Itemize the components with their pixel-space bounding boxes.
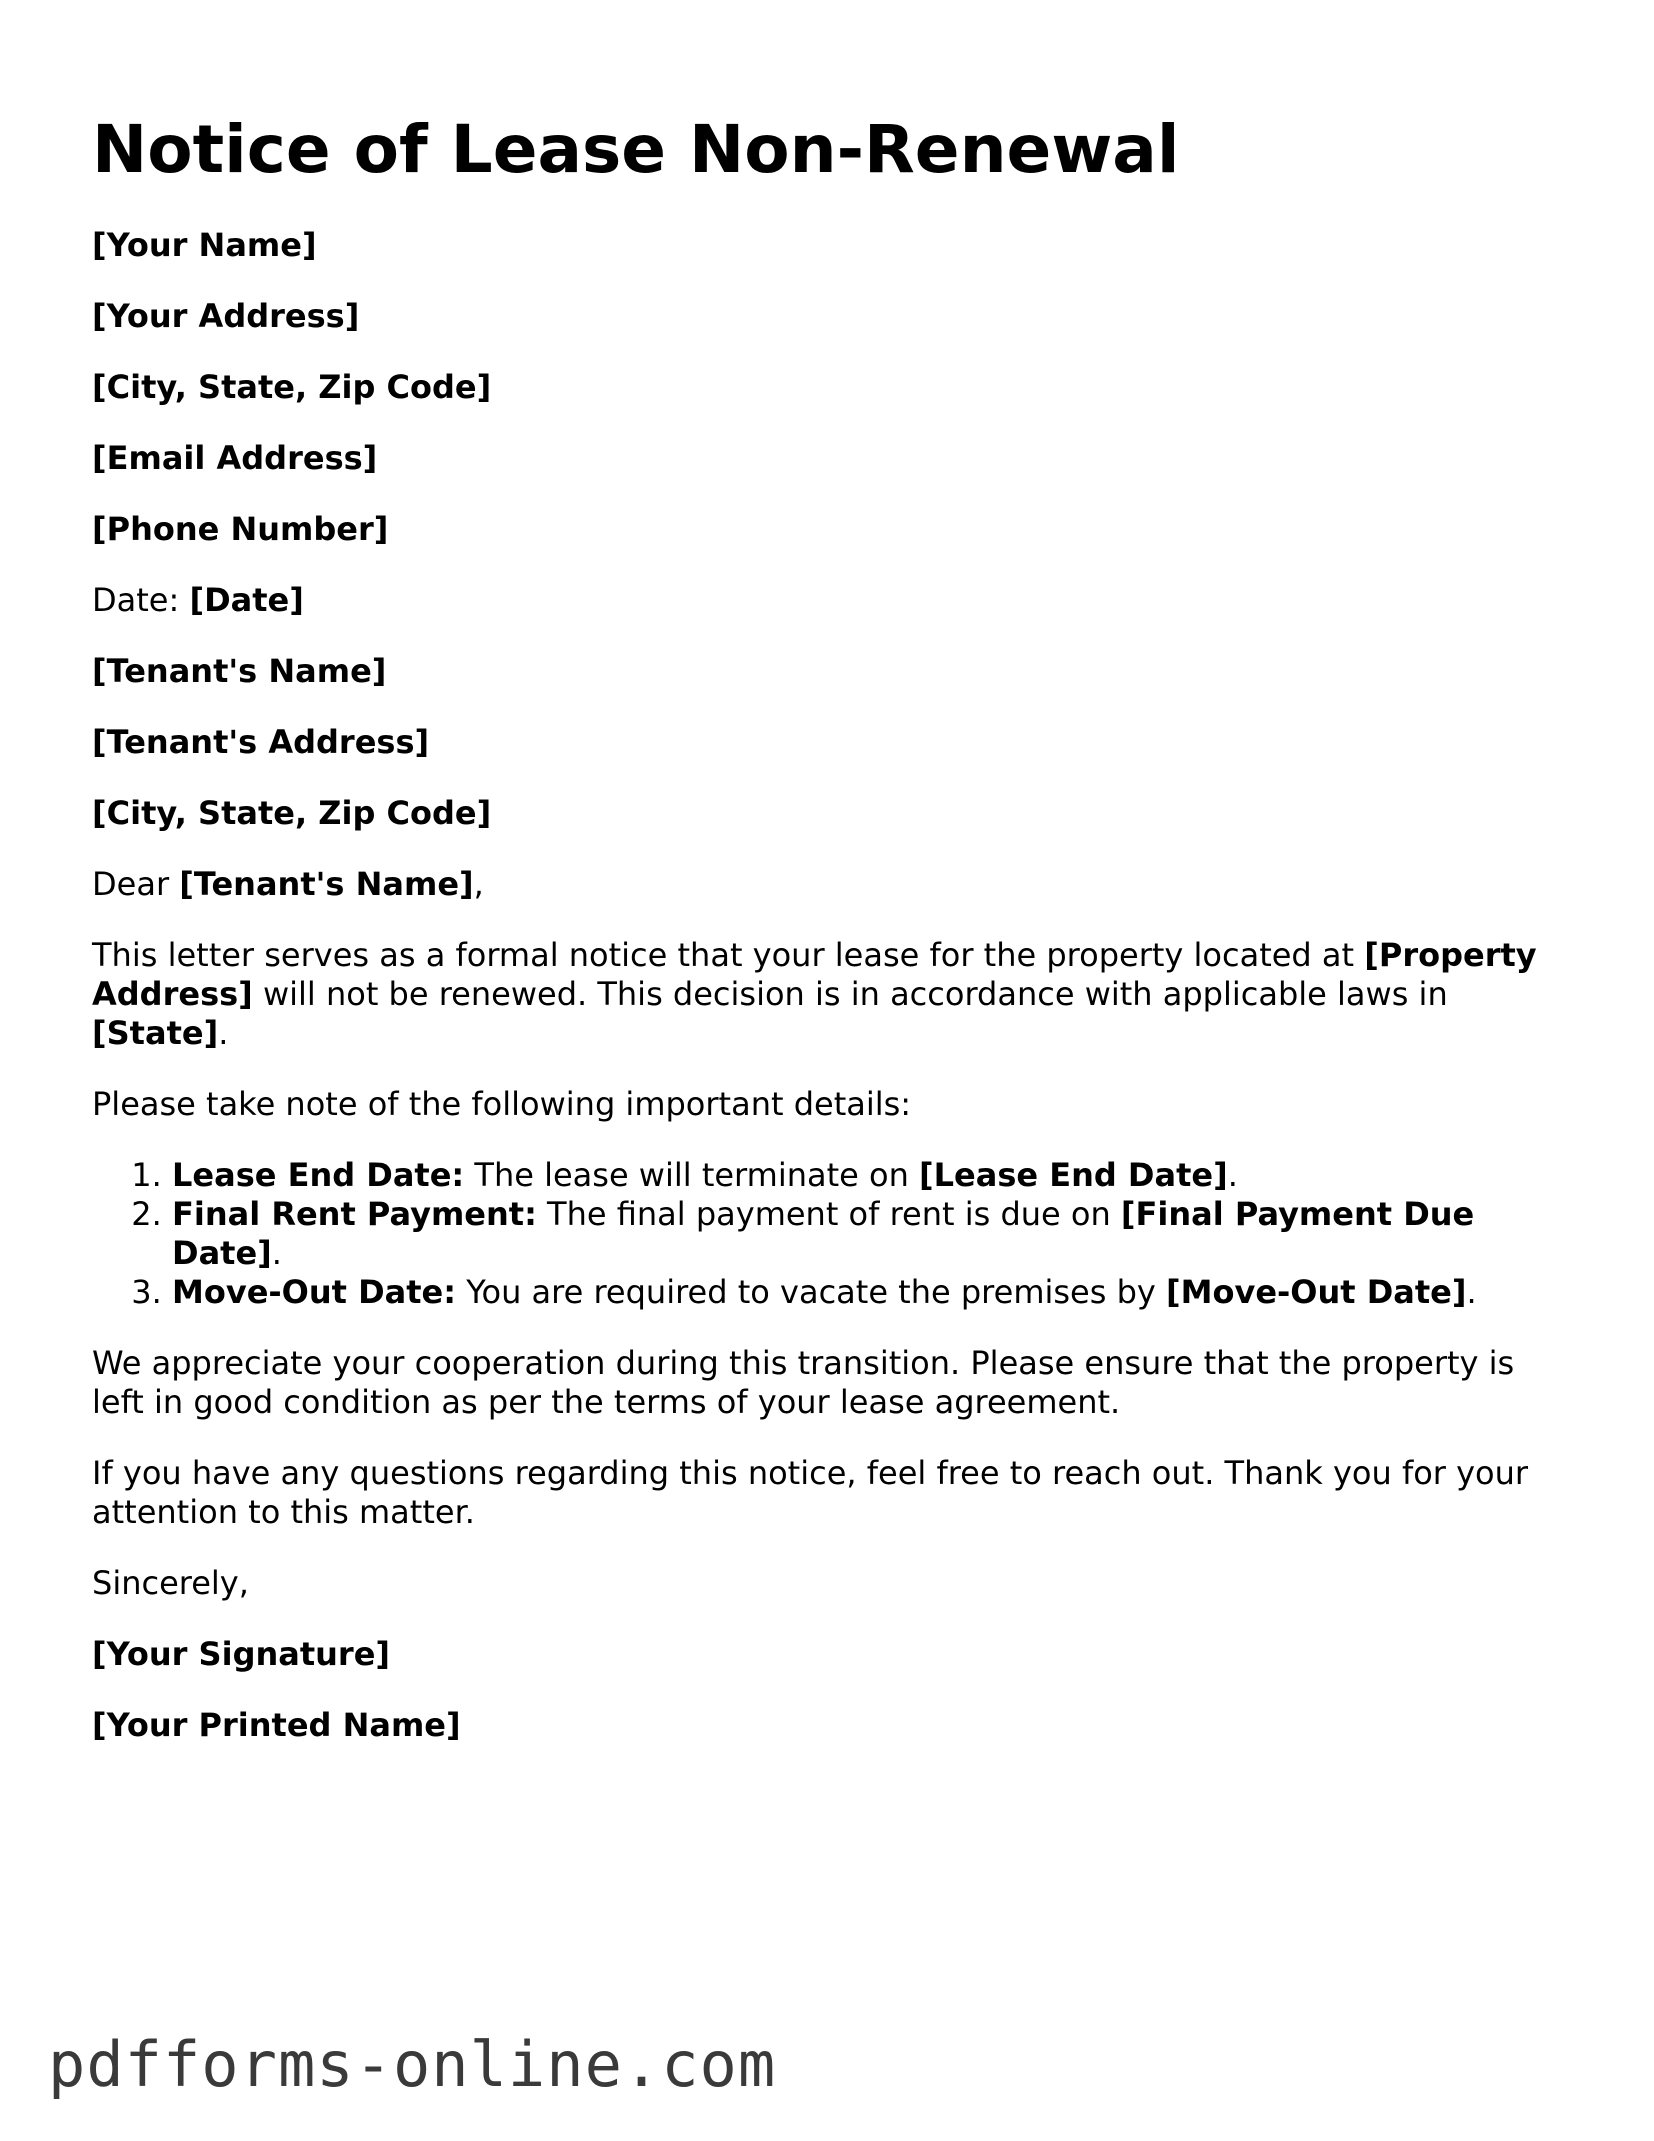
letter-body (92, 226, 1572, 1745)
recipient-name (92, 652, 1572, 691)
sender-name (92, 226, 1572, 265)
list-item (172, 1195, 1572, 1273)
detail-text: The lease will terminate on (464, 1156, 920, 1194)
detail-value: [Final Payment Due Date] (172, 1195, 1475, 1272)
details-list (92, 1156, 1572, 1312)
intro-text-1: This letter serves as a formal notice that your lease for the property located at (92, 936, 1365, 974)
detail-end: . (271, 1234, 282, 1272)
sender-email (92, 439, 1572, 478)
cooperation-paragraph: We appreciate your cooperation during this transition. Please ensure that the property is left in good condition as per the terms of your lease agreement. (92, 1344, 1515, 1421)
document-title: Notice of Lease Non-Renewal (92, 111, 1180, 188)
salutation-prefix: Dear (92, 865, 180, 903)
list-item (172, 1273, 1572, 1312)
printed-name-text: [Your Printed Name] (92, 1706, 461, 1744)
questions-paragraph: If you have any questions regarding this notice, feel free to reach out. Thank you for your attention to this matter. (92, 1454, 1529, 1531)
recipient-city-state-zip-text: [City, State, Zip Code] (92, 794, 492, 832)
sender-city-state-zip (92, 368, 1572, 407)
date-label: Date: (92, 581, 190, 619)
detail-label: Final Rent Payment: (172, 1195, 537, 1233)
sender-address-text: [Your Address] (92, 297, 360, 335)
sender-phone (92, 510, 1572, 549)
detail-text: The final payment of rent is due on (536, 1195, 1121, 1233)
closing: Sincerely, (92, 1564, 249, 1602)
detail-text: You are required to vacate the premises by (456, 1273, 1166, 1311)
recipient-address-text: [Tenant's Address] (92, 723, 430, 761)
detail-value: [Lease End Date] (919, 1156, 1228, 1194)
letter-page (92, 110, 1572, 1777)
intro-text-3: . (218, 1014, 229, 1052)
signature-line (92, 1635, 1572, 1674)
detail-label: Move-Out Date: (172, 1273, 457, 1311)
intro-state: [State] (92, 1014, 219, 1052)
salutation-suffix: , (473, 865, 484, 903)
salutation (92, 865, 1572, 904)
printed-name-line (92, 1706, 1572, 1745)
list-item (172, 1156, 1572, 1195)
recipient-name-text: [Tenant's Name] (92, 652, 387, 690)
salutation-name: [Tenant's Name] (179, 865, 474, 903)
details-intro: Please take note of the following important details: (92, 1085, 912, 1123)
sender-name-text: [Your Name] (92, 226, 317, 264)
sender-email-text: [Email Address] (92, 439, 378, 477)
intro-text-2: will not be renewed. This decision is in accordance with applicable laws in (252, 975, 1448, 1013)
intro-property-address: [Property Address] (92, 936, 1537, 1013)
detail-label: Lease End Date: (172, 1156, 465, 1194)
sender-city-state-zip-text: [City, State, Zip Code] (92, 368, 492, 406)
signature-text: [Your Signature] (92, 1635, 391, 1673)
date-line (92, 581, 1572, 620)
footer-watermark: pdfforms-online.com (48, 2028, 777, 2101)
sender-phone-text: [Phone Number] (92, 510, 389, 548)
recipient-address (92, 723, 1572, 762)
date-value: [Date] (189, 581, 304, 619)
detail-end: . (1466, 1273, 1477, 1311)
detail-value: [Move-Out Date] (1166, 1273, 1467, 1311)
detail-end: . (1227, 1156, 1238, 1194)
sender-address (92, 297, 1572, 336)
intro-paragraph (92, 936, 1572, 1053)
recipient-city-state-zip (92, 794, 1572, 833)
